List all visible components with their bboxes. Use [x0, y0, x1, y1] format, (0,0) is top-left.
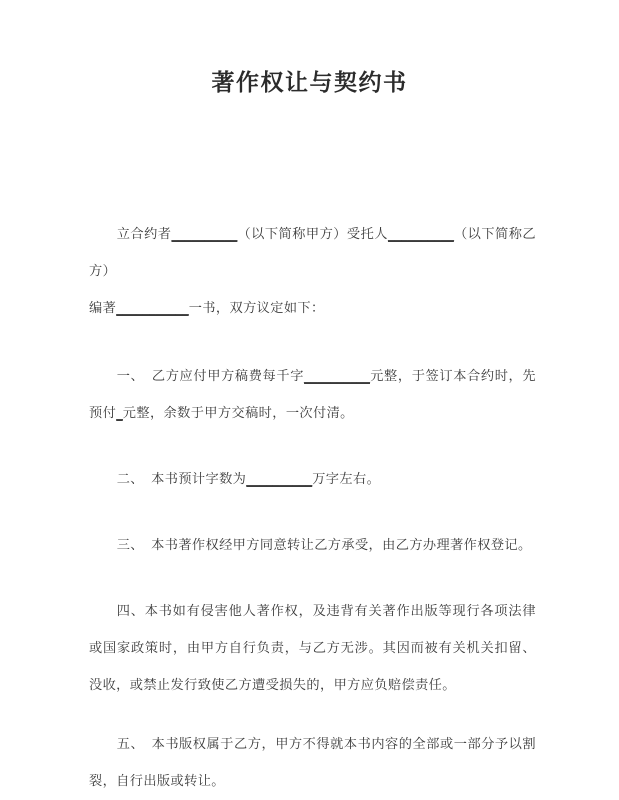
clause-text-1c: 元整，余数于甲方交稿时，一次付清。: [122, 406, 354, 421]
party-b-blank[interactable]: __________: [387, 227, 454, 242]
spacer: [89, 564, 536, 593]
book-title-blank[interactable]: ___________: [116, 301, 189, 316]
clause-item-1: [89, 358, 536, 432]
clause-text-1a: 乙方应付甲方稿费每千字: [151, 369, 305, 384]
clause-item-4: [89, 593, 536, 704]
spacer: [89, 498, 536, 527]
party-a-blank[interactable]: __________: [171, 227, 238, 242]
clause-number-1: 一、: [116, 369, 145, 384]
clause-item-3: [89, 527, 536, 564]
intro-text-1: 立合约者: [116, 227, 172, 242]
clause-text-4a: 本书如有侵害他人著作权，及违背有关著作出版等现行各项法律或国家政策时，由甲方自行负责，与乙方无涉。其因而被有关机关扣留、没收，或禁止发行致使乙方遭受损失的，甲方应负赔偿责任。: [89, 604, 536, 693]
spacer: [89, 327, 536, 358]
clause-text-1b: 元整，于签订本合约时，先预付: [89, 369, 536, 421]
page-title: 著作权让与契约书: [211, 70, 408, 96]
prepay-amount-blank[interactable]: _: [116, 406, 123, 421]
clause-number-3: 三、: [116, 538, 144, 553]
intro-text-4: 编著: [89, 301, 117, 316]
clause-number-5: 五、: [116, 737, 145, 752]
clause-text-5a: 本书版权属于乙方，甲方不得就本书内容的全部或一部分予以割裂，自行出版或转让。: [89, 737, 536, 789]
clause-item-2: [89, 461, 536, 498]
intro-text-5: 一书，双方议定如下：: [188, 301, 325, 316]
clause-number-2: 二、: [116, 472, 144, 487]
clause-text-3a: 本书著作权经甲方同意转让乙方承受，由乙方办理著作权登记。: [151, 538, 532, 553]
intro-paragraph: [89, 216, 536, 327]
intro-text-2: （以下简称甲方）受托人: [237, 227, 388, 242]
clause-number-4: 四、: [116, 604, 145, 619]
clause-text-2a: 本书预计字数为: [151, 472, 247, 487]
clause-text-2b: 万字左右。: [312, 472, 381, 487]
spacer: [89, 704, 536, 726]
clause-item-5: [89, 726, 536, 800]
document-body: [89, 216, 536, 800]
intro-text-3: （以下简称乙方）: [89, 227, 536, 279]
spacer: [89, 432, 536, 461]
fee-per-thousand-blank[interactable]: __________: [304, 369, 370, 384]
word-count-blank[interactable]: __________: [246, 472, 313, 487]
